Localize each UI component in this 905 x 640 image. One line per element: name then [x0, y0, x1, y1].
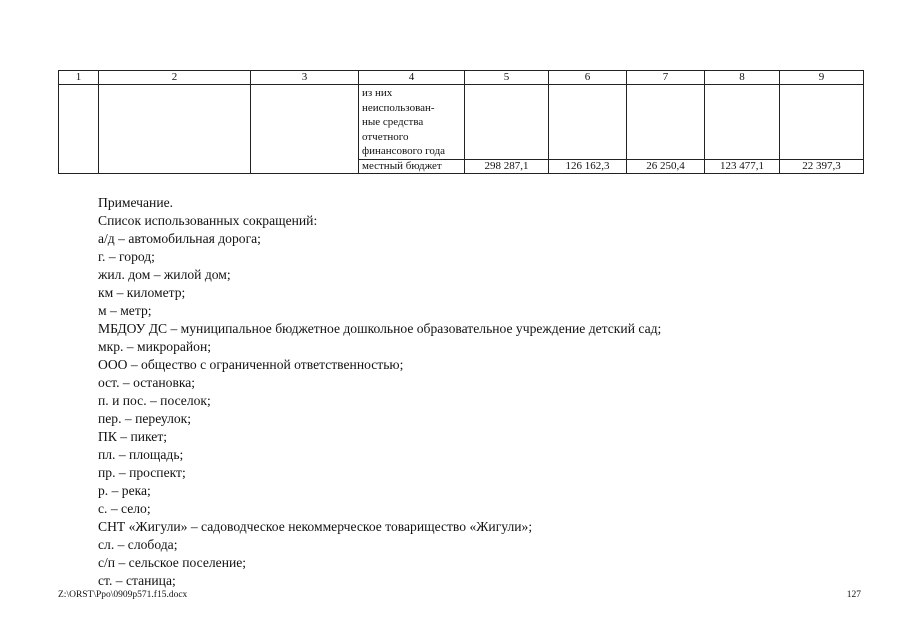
footer-page-number: 127 — [846, 590, 861, 600]
list-item: мкр. – микрорайон; — [98, 339, 212, 354]
list-item: пер. – переулок; — [98, 411, 192, 426]
note-subtitle: Список использованных сокращений: — [98, 213, 318, 228]
list-item: МБДОУ ДС – муниципальное бюджетное дошкольное образовательное учреждение детский сад; — [98, 321, 662, 336]
column-header: 2 — [99, 71, 251, 85]
description-line: отчетного — [362, 130, 409, 143]
table-row — [59, 85, 864, 160]
table-cell-empty — [251, 85, 359, 174]
list-item: пл. – площадь; — [98, 447, 184, 462]
value-cell: 26 250,4 — [627, 160, 705, 174]
value-cell: 298 287,1 — [465, 160, 549, 174]
list-item: ООО – общество с ограниченной ответственностью; — [98, 357, 404, 372]
value-cell: 22 397,3 — [780, 160, 864, 174]
column-header: 8 — [705, 71, 780, 85]
abbreviations-list — [98, 194, 661, 590]
list-item: СНТ «Жигули» – садоводческое некоммерческое товарищество «Жигули»; — [98, 519, 533, 534]
column-header: 9 — [780, 71, 864, 85]
list-item: м – метр; — [98, 303, 152, 318]
budget-table — [58, 70, 864, 174]
column-header: 5 — [465, 71, 549, 85]
list-item: км – километр; — [98, 285, 186, 300]
list-item: жил. дом – жилой дом; — [98, 267, 231, 282]
list-item: ост. – остановка; — [98, 375, 196, 390]
table-cell-empty — [59, 85, 99, 174]
table-cell-empty — [99, 85, 251, 174]
value-cell: 126 162,3 — [549, 160, 627, 174]
description-line: ные средства — [362, 116, 424, 129]
list-item: с. – село; — [98, 501, 151, 516]
description-line: из них — [362, 87, 393, 99]
table-cell-empty — [627, 85, 705, 160]
list-item: ст. – станица; — [98, 573, 176, 588]
list-item: с/п – сельское поселение; — [98, 555, 247, 570]
column-header: 6 — [549, 71, 627, 85]
row-label: местный бюджет — [359, 160, 465, 174]
table-cell-empty — [549, 85, 627, 160]
table-cell-empty — [705, 85, 780, 160]
list-item: р. – река; — [98, 483, 151, 498]
list-item: г. – город; — [98, 249, 155, 264]
table-cell-empty — [465, 85, 549, 160]
description-line: неиспользован- — [362, 101, 435, 114]
column-header: 4 — [359, 71, 465, 85]
table-header-row — [59, 71, 864, 85]
column-header: 7 — [627, 71, 705, 85]
list-item: пр. – проспект; — [98, 465, 186, 480]
list-item: а/д – автомобильная дорога; — [98, 231, 261, 246]
description-cell — [359, 85, 465, 160]
value-cell: 123 477,1 — [705, 160, 780, 174]
column-header: 1 — [59, 71, 99, 85]
table-cell-empty — [780, 85, 864, 160]
list-item: п. и пос. – поселок; — [98, 393, 211, 408]
note-title: Примечание. — [98, 195, 174, 210]
column-header: 3 — [251, 71, 359, 85]
list-item: ПК – пикет; — [98, 429, 168, 444]
footer-file-path: Z:\ORST\Ppo\0909p571.f15.docx — [58, 590, 188, 600]
list-item: сл. – слобода; — [98, 537, 178, 552]
description-line: финансового года — [362, 145, 446, 158]
